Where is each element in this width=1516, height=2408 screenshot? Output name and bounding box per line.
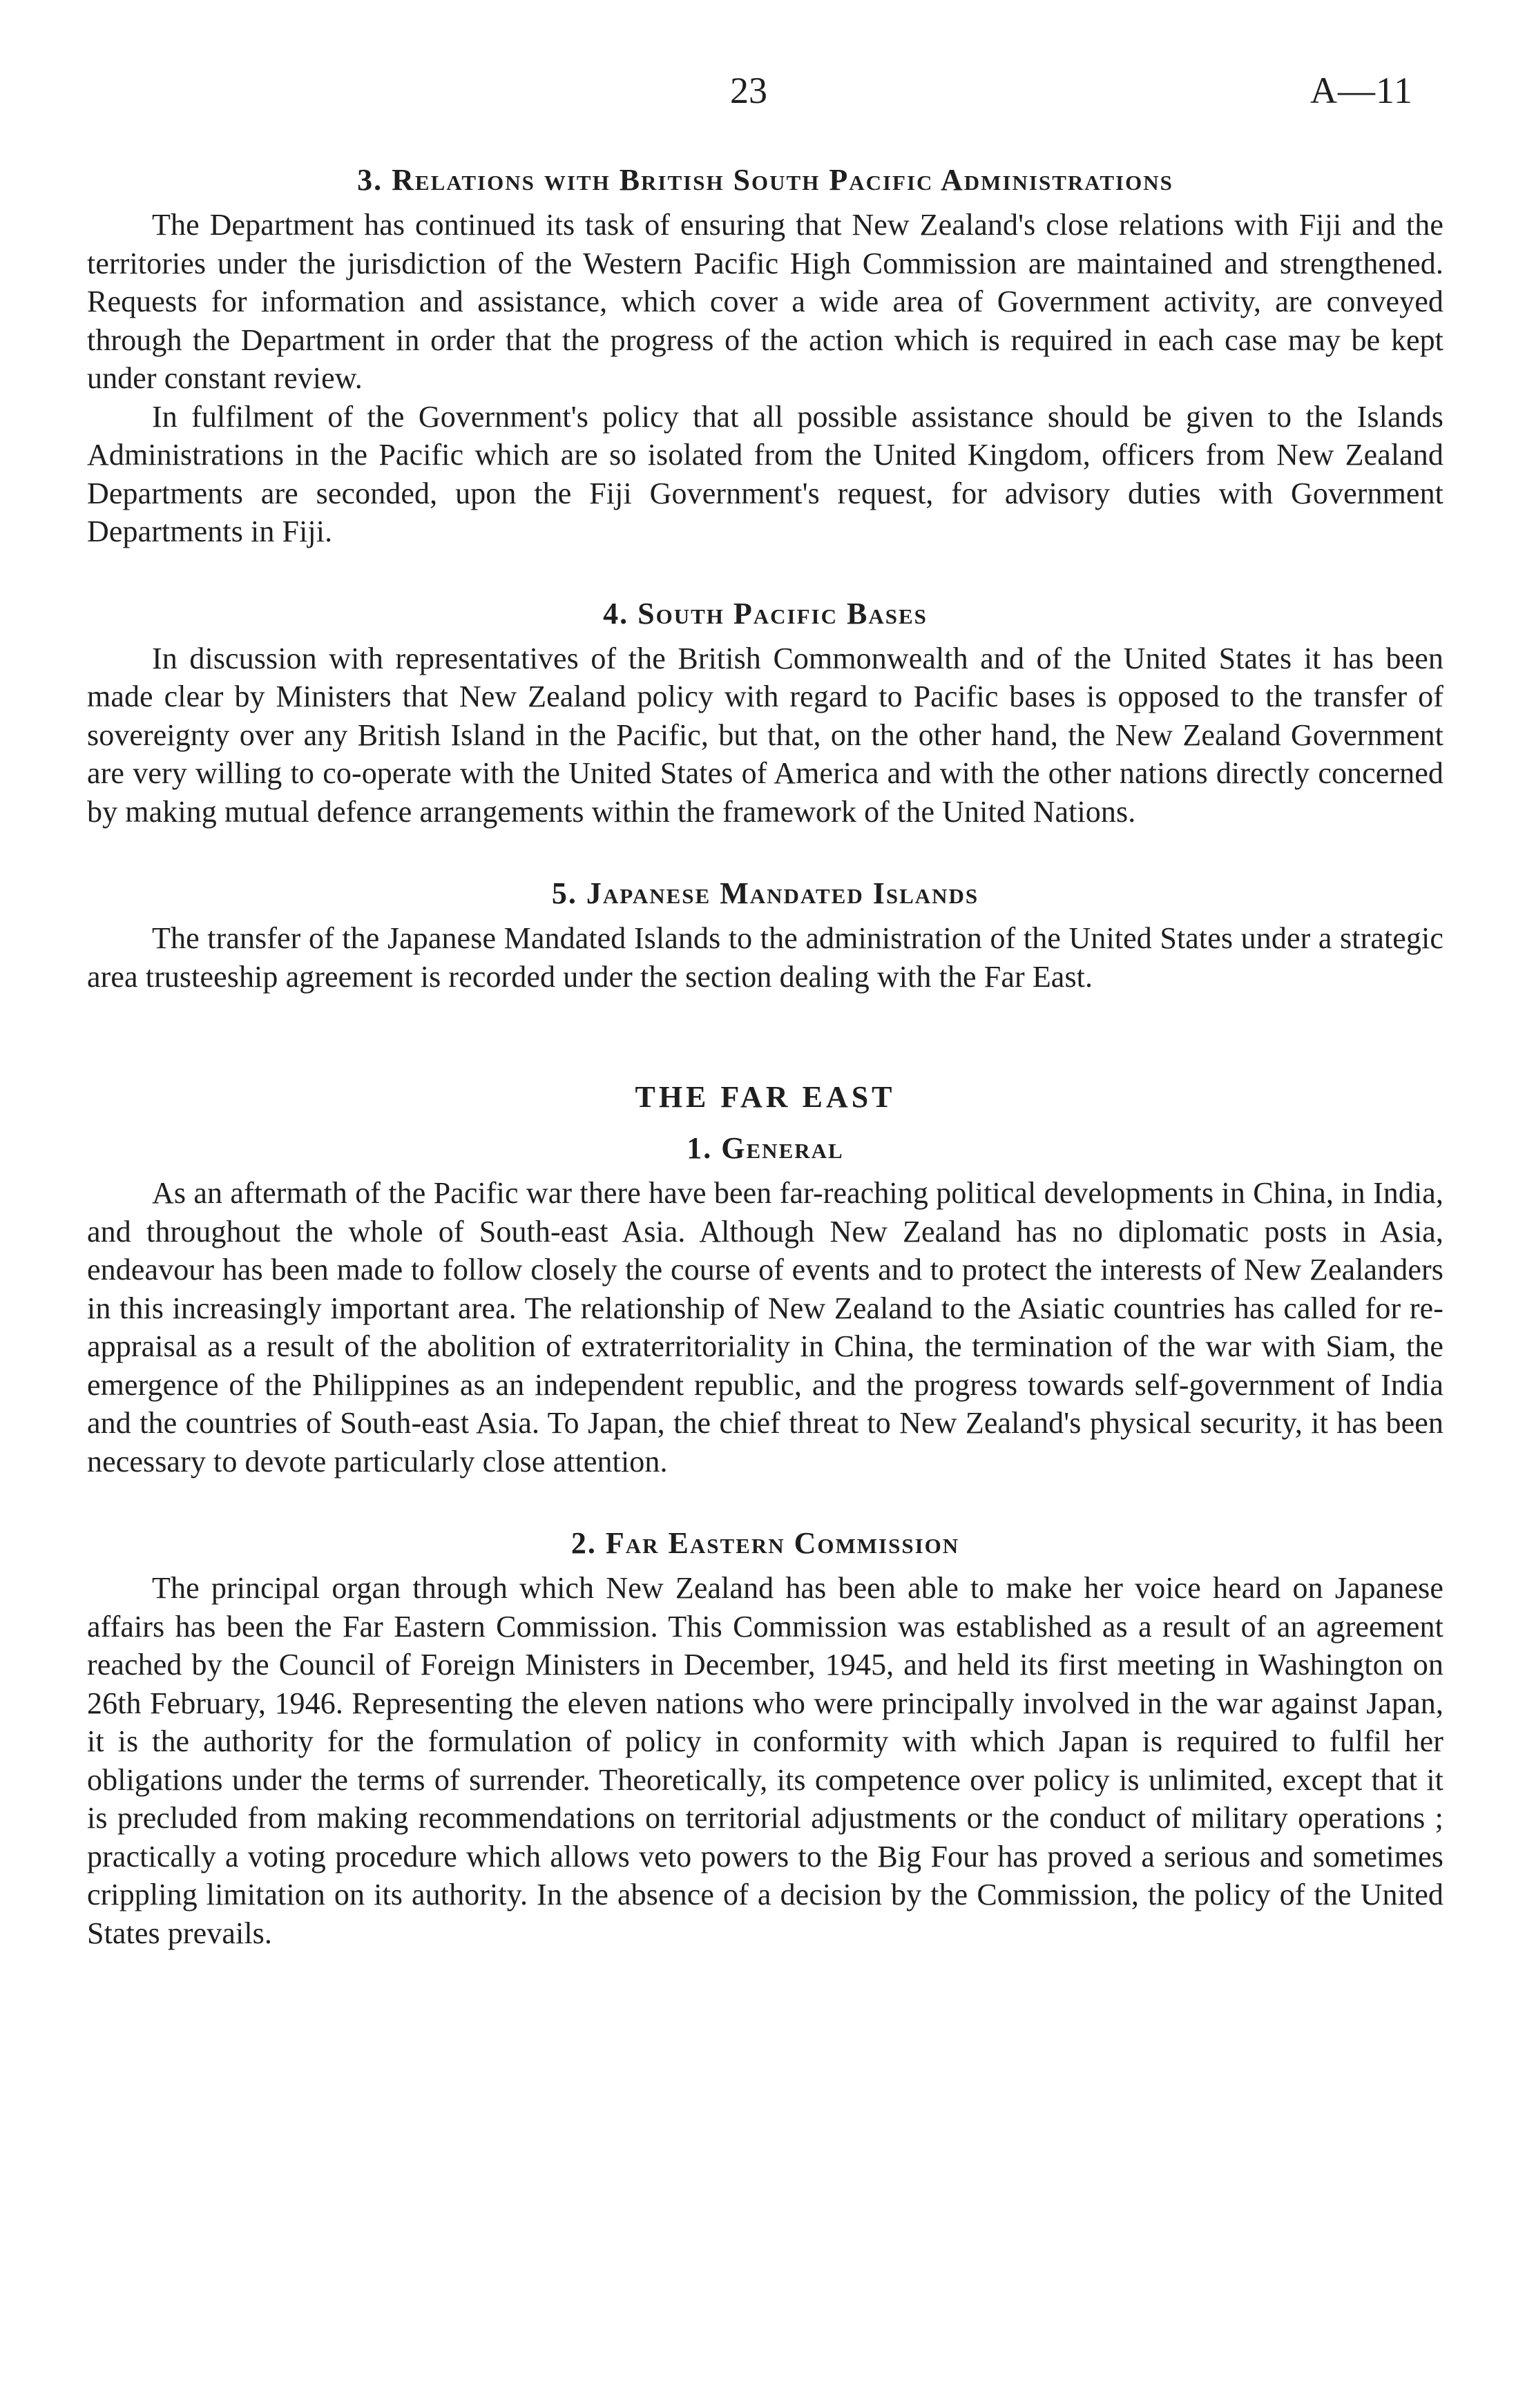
section-heading-commission: 2. Far Eastern Commission: [570, 1526, 960, 1560]
paragraph: In discussion with representatives of the British Commonwealth and of the United States it has been made clear by Ministers that New Zealand policy with regard to Pacific bases is opposed to the transfer of sovereignty over any British Island in the Pacific, but that, on the other hand, the New Zealand Government are very willing to co-operate with the United States of America and with the other nations directly concerned by making mutual defence arrangements within the framework of the United Nations.: [87, 641, 1443, 829]
section-heading-mandated: 5. Japanese Mandated Islands: [551, 876, 979, 910]
paragraph: In fulfilment of the Government's policy that all possible assistance should be given to the Islands Administrations in the Pacific which are so isolated from the United Kingdom, officers from New Zealand Departments are seconded, upon the Fiji Government's request, for advisory duties with Government Departments in Fiji.: [87, 399, 1443, 548]
page-number: 23: [730, 70, 767, 111]
part-heading-far-east: THE FAR EAST: [635, 1080, 896, 1114]
page-header: [0, 66, 1516, 115]
document-body: [87, 160, 1443, 1952]
section-heading-general: 1. General: [687, 1131, 844, 1165]
paragraph: As an aftermath of the Pacific war there have been far-reaching political developments in China, in India, and throughout the whole of South-east Asia. Although New Zealand has no diplomatic posts in Asia, endeavour has been made to follow closely the course of events and to protect the interests of New Zealanders in this increasingly important area. The relationship of New Zealand to the Asiatic countries has called for re-appraisal as a result of the abolition of extraterritoriality in China, the termination of the war with Siam, the emergence of the Philippines as an independent republic, and the progress towards self-government of India and the countries of South-east Asia. To Japan, the chief threat to New Zealand's physical security, it has been necessary to devote particularly close attention.: [87, 1176, 1443, 1478]
paragraph: The transfer of the Japanese Mandated Islands to the administration of the United States under a strategic area trusteeship agreement is recorded under the section dealing with the Far East.: [87, 921, 1443, 994]
paragraph: The Department has continued its task of ensuring that New Zealand's close relations with Fiji and the territories under the jurisdiction of the Western Pacific High Commission are maintained and strengthened. Requests for information and assistance, which cover a wide area of Government activity, are conveyed through the Department in order that the progress of the action which is required in each case may be kept under constant review.: [87, 208, 1443, 395]
paragraph: The principal organ through which New Zealand has been able to make her voice heard on Japanese affairs has been the Far Eastern Commission. This Commission was established as a result of an agreement reached by the Council of Foreign Ministers in December, 1945, and held its first meeting in Washington on 26th February, 1946. Representing the eleven nations who were principally involved in the war against Japan, it is the authority for the formulation of policy in conformity with which Japan is required to fulfil her obligations under the terms of surrender. Theoretically, its competence over policy is unlimited, except that it is precluded from making recommendations on territorial adjustments or the conduct of military operations ; practically a voting procedure which allows veto powers to the Big Four has proved a serious and sometimes crippling limitation on its authority. In the absence of a decision by the Commission, the policy of the United States prevails.: [87, 1571, 1443, 1950]
section-heading-bases: 4. South Pacific Bases: [603, 596, 928, 630]
report-reference: A—11: [1310, 70, 1413, 111]
section-heading-relations: 3. Relations with British South Pacific Administrations: [357, 163, 1173, 197]
